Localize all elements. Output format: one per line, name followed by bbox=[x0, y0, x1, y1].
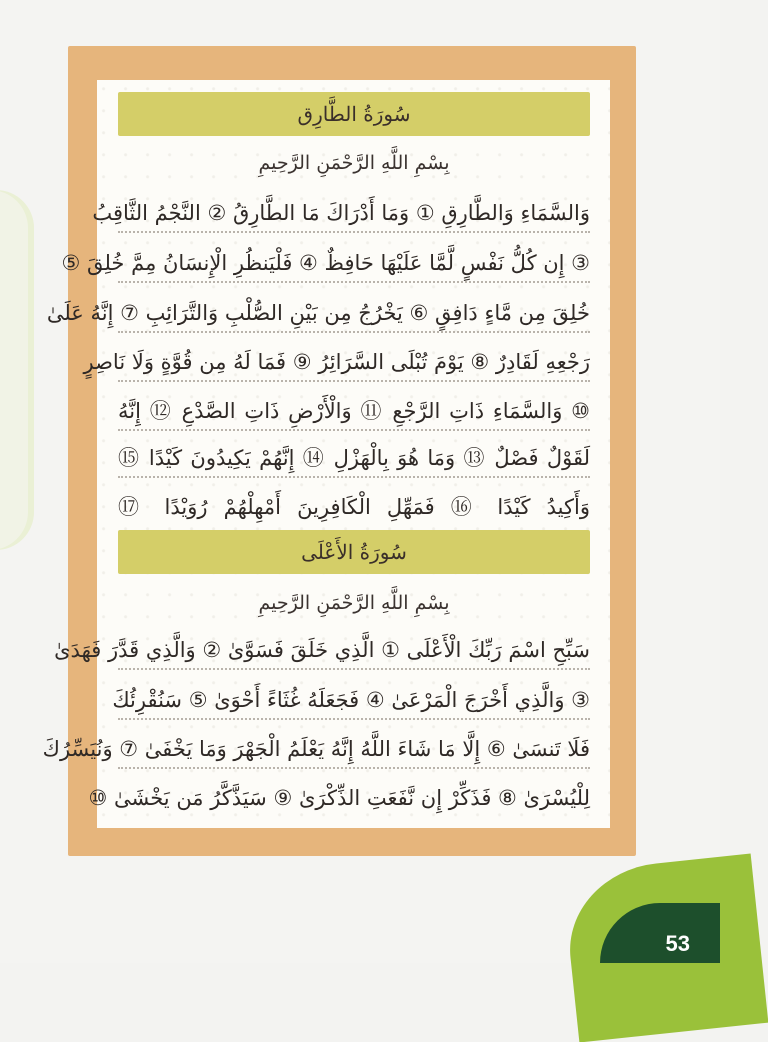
side-tab-decoration bbox=[0, 190, 34, 550]
verse-line: وَالسَّمَاءِ وَالطَّارِقِ ① وَمَا أَدْرَاكَ مَا الطَّارِقُ ② النَّجْمُ الثَّاقِبُ bbox=[92, 201, 590, 225]
line-divider bbox=[118, 767, 590, 770]
surah-title-ala: سُورَةُ الأَعْلَى bbox=[118, 530, 590, 574]
verse-line: خُلِقَ مِن مَّاءٍ دَافِقٍ ⑥ يَخْرُجُ مِن بَيْنِ الصُّلْبِ وَالتَّرَائِبِ ⑦ إِنَّهُ عَلَىٰ bbox=[46, 301, 590, 325]
page-number: 53 bbox=[665, 931, 690, 956]
line-divider bbox=[118, 476, 590, 479]
line-divider bbox=[118, 231, 590, 234]
verse-line: رَجْعِهِ لَقَادِرٌ ⑧ يَوْمَ تُبْلَى السَّرَائِرُ ⑨ فَمَا لَهُ مِن قُوَّةٍ وَلَا نَاصِرٍ bbox=[83, 350, 590, 374]
line-divider bbox=[118, 718, 590, 721]
line-divider bbox=[118, 668, 590, 671]
basmala: بِسْمِ اللَّهِ الرَّحْمَنِ الرَّحِيمِ bbox=[258, 592, 450, 614]
verse-line: فَلَا تَنسَىٰ ⑥ إِلَّا مَا شَاءَ اللَّهُ إِنَّهُ يَعْلَمُ الْجَهْرَ وَمَا يَخْفَىٰ ⑦ وَنُيَسِّرُكَ bbox=[42, 737, 590, 761]
verse-line: وَأَكِيدُ كَيْدًا ⑯ فَمَهِّلِ الْكَافِرِينَ أَمْهِلْهُمْ رُوَيْدًا ⑰ bbox=[118, 495, 590, 519]
basmala: بِسْمِ اللَّهِ الرَّحْمَنِ الرَّحِيمِ bbox=[258, 152, 450, 174]
line-divider bbox=[118, 281, 590, 284]
line-divider bbox=[118, 380, 590, 383]
line-divider bbox=[118, 429, 590, 432]
verse-line: لِلْيُسْرَىٰ ⑧ فَذَكِّرْ إِن نَّفَعَتِ الذِّكْرَىٰ ⑨ سَيَذَّكَّرُ مَن يَخْشَىٰ ⑩ bbox=[88, 786, 590, 810]
verse-line: ⑩ وَالسَّمَاءِ ذَاتِ الرَّجْعِ ⑪ وَالْأَرْضِ ذَاتِ الصَّدْعِ ⑫ إِنَّهُ bbox=[118, 399, 590, 423]
verse-line: لَقَوْلٌ فَصْلٌ ⑬ وَمَا هُوَ بِالْهَزْلِ ⑭ إِنَّهُمْ يَكِيدُونَ كَيْدًا ⑮ bbox=[118, 446, 590, 470]
surah-title-tariq: سُورَةُ الطَّارِق bbox=[118, 92, 590, 136]
verse-line: سَبِّحِ اسْمَ رَبِّكَ الْأَعْلَى ① الَّذِي خَلَقَ فَسَوَّىٰ ② وَالَّذِي قَدَّرَ فَهَدَىٰ bbox=[54, 638, 590, 662]
line-divider bbox=[118, 331, 590, 334]
verse-line: ③ وَالَّذِي أَخْرَجَ الْمَرْعَىٰ ④ فَجَعَلَهُ غُثَاءً أَحْوَىٰ ⑤ سَنُقْرِئُكَ bbox=[112, 688, 590, 712]
verse-line: ③ إِن كُلُّ نَفْسٍ لَّمَّا عَلَيْهَا حَافِظٌ ④ فَلْيَنظُرِ الْإِنسَانُ مِمَّ خُلِقَ ⑤ bbox=[61, 251, 590, 275]
